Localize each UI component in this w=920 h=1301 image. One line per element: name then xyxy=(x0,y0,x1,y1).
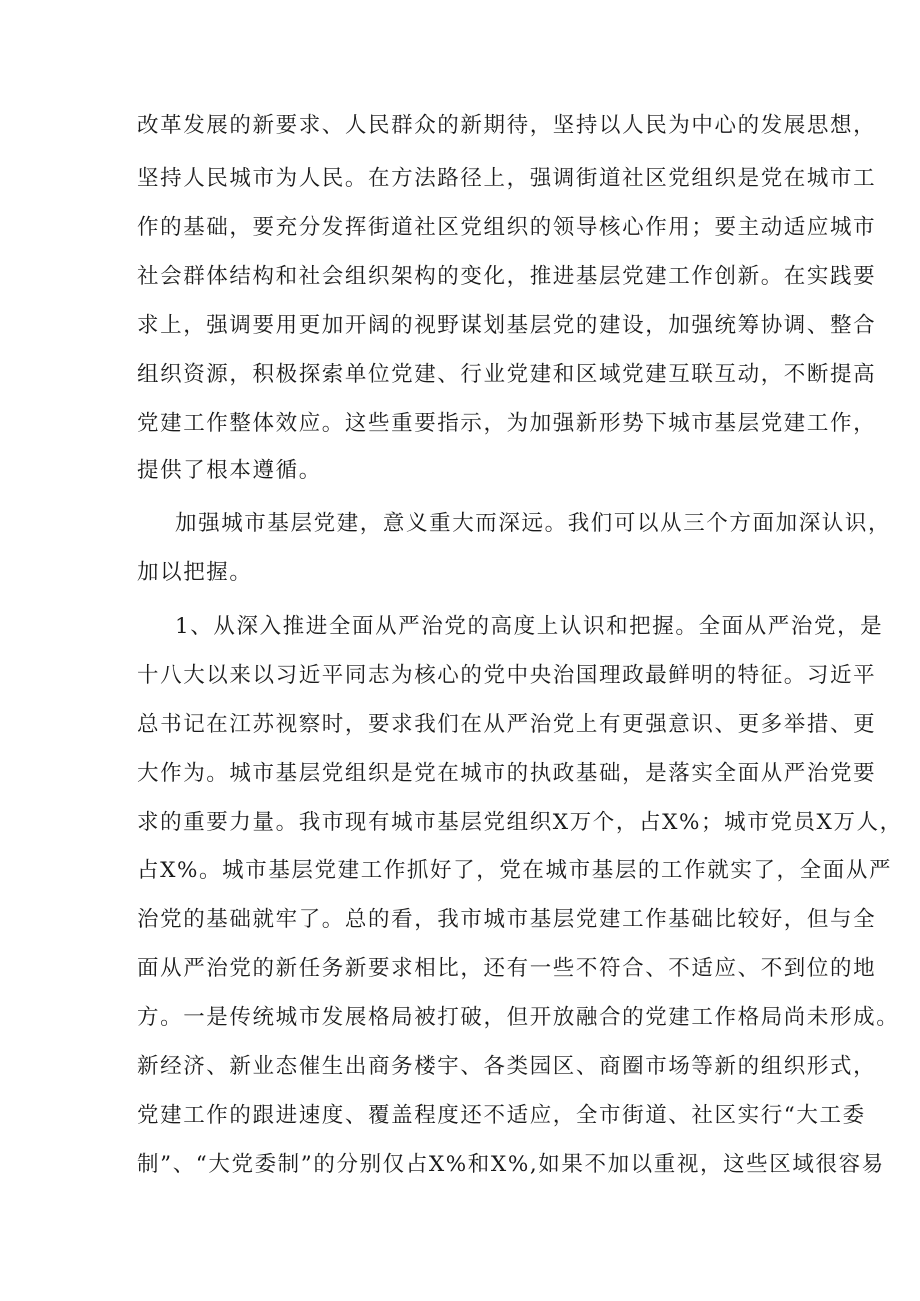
text-line: 总书记在江苏视察时，要求我们在从严治党上有更强意识、更多举措、更 xyxy=(137,712,877,737)
text-line: 坚持人民城市为人民。在方法路径上，强调街道社区党组织是党在城市工 xyxy=(137,166,877,191)
text-line: 大作为。城市基层党组织是党在城市的执政基础，是落实全面从严治党要 xyxy=(137,761,877,786)
text-line: 占X%。城市基层党建工作抓好了，党在城市基层的工作就实了，全面从严 xyxy=(137,858,893,883)
text-line: 1、从深入推进全面从严治党的高度上认识和把握。全面从严治党，是 xyxy=(175,614,884,639)
text-line: 十八大以来以习近平同志为核心的党中央治国理政最鲜明的特征。习近平 xyxy=(137,663,877,688)
text-line: 提供了根本遵循。 xyxy=(137,458,322,483)
text-line: 制”、“大党委制”的分别仅占X%和X%,如果不加以重视，这些区域很容易 xyxy=(137,1152,885,1177)
text-line: 求的重要力量。我市现有城市基层党组织X万个，占X%；城市党员X万人， xyxy=(137,810,903,835)
text-line: 治党的基础就牢了。总的看，我市城市基层党建工作基础比较好，但与全 xyxy=(137,907,877,932)
text-line: 党建工作整体效应。这些重要指示，为加强新形势下城市基层党建工作， xyxy=(137,411,877,436)
text-line: 党建工作的跟进速度、覆盖程度还不适应，全市街道、社区实行“大工委 xyxy=(137,1103,866,1128)
text-line: 求上，强调要用更加开阔的视野谋划基层党的建设，加强统筹协调、整合 xyxy=(137,313,877,338)
text-line: 面从严治党的新任务新要求相比，还有一些不符合、不适应、不到位的地 xyxy=(137,956,877,981)
text-line: 加强城市基层党建，意义重大而深远。我们可以从三个方面加深认识， xyxy=(175,511,892,536)
text-line: 组织资源，积极探索单位党建、行业党建和区域党建互联互动，不断提高 xyxy=(137,362,877,387)
text-line: 社会群体结构和社会组织架构的变化，推进基层党建工作创新。在实践要 xyxy=(137,264,877,289)
text-line: 作的基础，要充分发挥街道社区党组织的领导核心作用；要主动适应城市 xyxy=(137,215,877,240)
text-line: 改革发展的新要求、人民群众的新期待，坚持以人民为中心的发展思想， xyxy=(137,113,877,138)
text-line: 方。一是传统城市发展格局被打破，但开放融合的党建工作格局尚未形成。 xyxy=(137,1005,900,1030)
text-line: 新经济、新业态催生出商务楼宇、各类园区、商圈市场等新的组织形式， xyxy=(137,1054,877,1079)
text-line: 加以把握。 xyxy=(137,560,253,585)
